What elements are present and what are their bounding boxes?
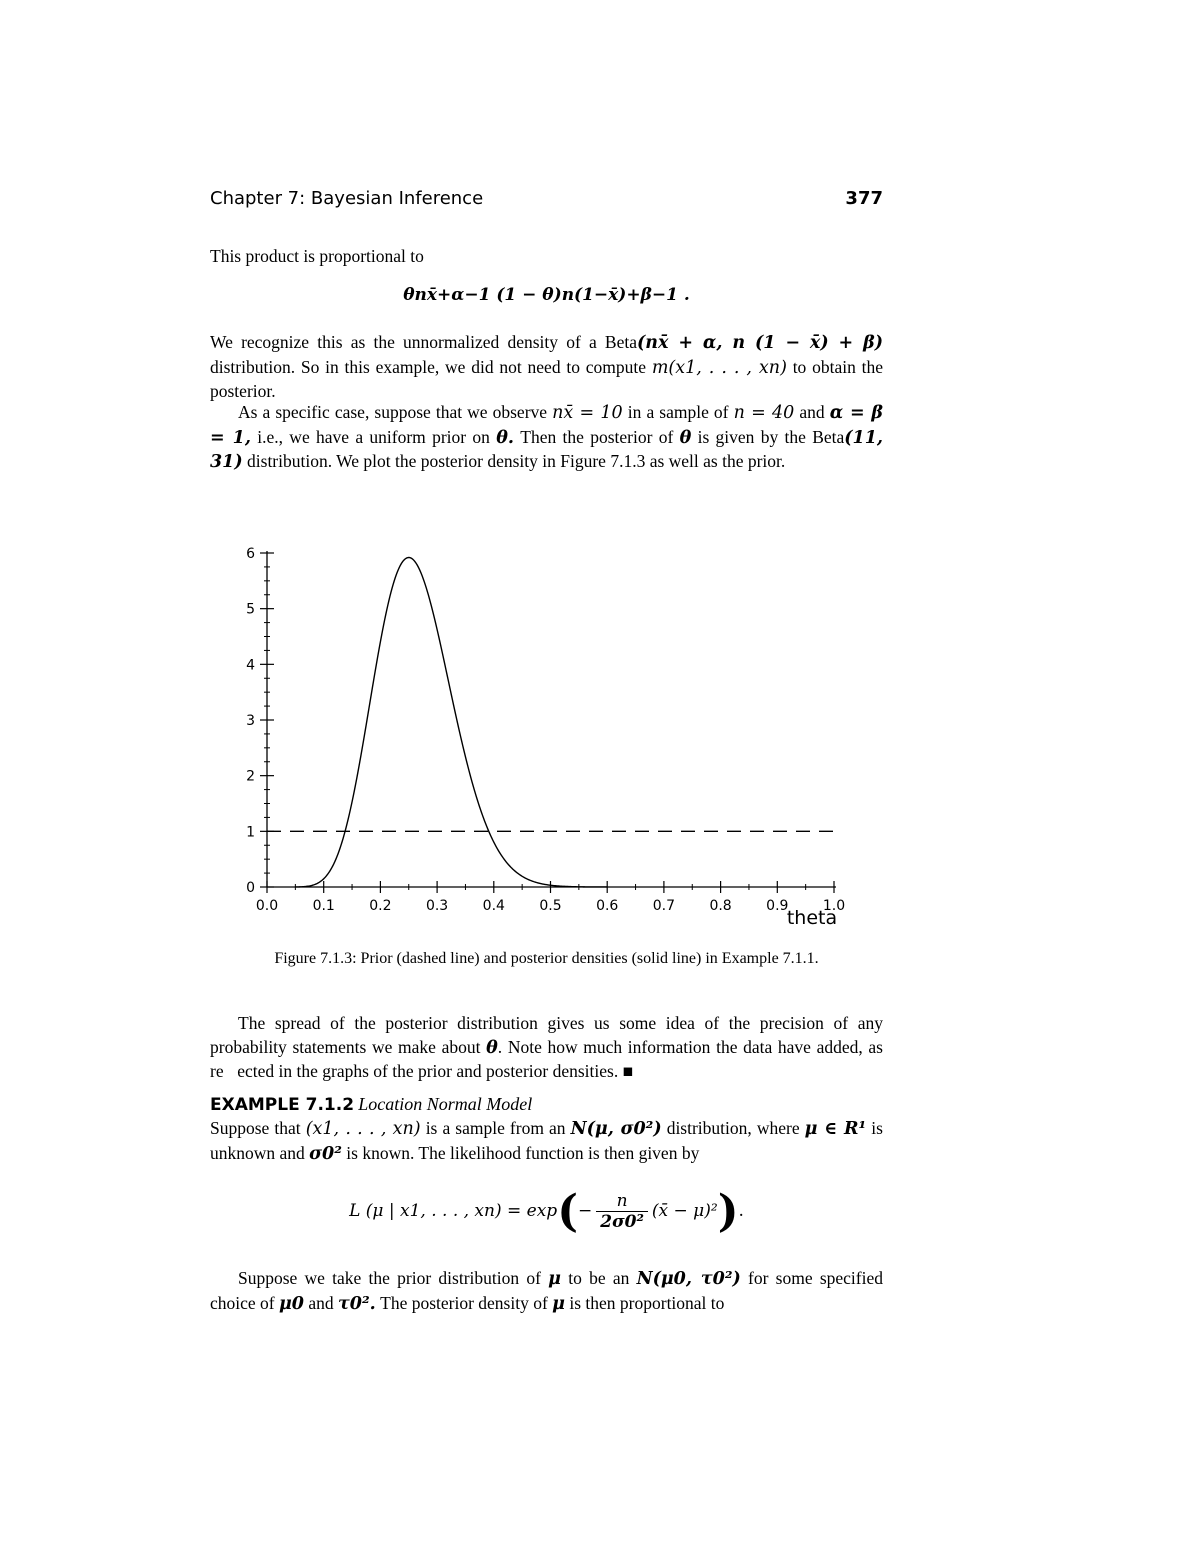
p3-math-alpha-beta: α = β = 1, bbox=[210, 403, 884, 448]
example-title: Location Normal Model bbox=[358, 1094, 533, 1114]
paragraph-intro: This product is proportional to bbox=[210, 246, 424, 266]
p6-text-a: Suppose we take the prior distribution of bbox=[238, 1268, 549, 1288]
p2-math-beta: (nx̄ + α, n (1 − x̄) + β) bbox=[636, 333, 883, 353]
y-tick-label: 0 bbox=[246, 880, 255, 896]
eq2-fraction bbox=[596, 1191, 648, 1232]
chart-axes bbox=[267, 551, 836, 887]
y-tick-label: 5 bbox=[246, 601, 255, 618]
x-tick-label: 0.0 bbox=[255, 898, 279, 914]
paragraph-prior-normal bbox=[210, 1267, 883, 1316]
y-tick-label: 4 bbox=[246, 657, 255, 674]
x-tick-label: 0.5 bbox=[539, 898, 562, 914]
p3-math-nx: nx̄ = 10 bbox=[552, 403, 623, 423]
p6-math-mu2: μ bbox=[552, 1293, 565, 1314]
p5-text-i: is known. The likelihood function is then given by bbox=[341, 1142, 700, 1163]
p5-text-g: is unknown and bbox=[210, 1118, 883, 1163]
p3-text-c: in a sample of bbox=[622, 402, 734, 422]
p6-text-i: The posterior density of bbox=[375, 1292, 553, 1313]
p2-math-m: m(x1, . . . , xn) bbox=[651, 357, 787, 378]
posterior-solid-line bbox=[295, 558, 607, 887]
chart-ticks bbox=[246, 546, 845, 914]
p6-math-prior: N(μ0, τ0²) bbox=[636, 1269, 741, 1289]
x-tick-label: 0.6 bbox=[596, 898, 619, 914]
chapter-title: Chapter 7: Bayesian Inference bbox=[210, 188, 484, 209]
x-tick-label: 0.3 bbox=[425, 898, 449, 914]
p3-math-beta-params: (11, 31) bbox=[210, 427, 884, 472]
p4-text-c: . Note how much information the data have added, as re ected in the graphs of the prior and posterior densities. bbox=[210, 1036, 883, 1081]
x-tick-label: 0.8 bbox=[709, 898, 732, 914]
eq2-rest: (x̄ − μ)² bbox=[651, 1201, 718, 1221]
equation-posterior-kernel bbox=[210, 285, 883, 305]
eq2-close-paren: ) bbox=[717, 1186, 739, 1237]
x-tick-label: 0.1 bbox=[312, 898, 335, 914]
p5-math-sigma: σ0² bbox=[309, 1143, 342, 1164]
y-tick-label: 2 bbox=[246, 768, 255, 785]
p3-math-n: n = 40 bbox=[733, 403, 795, 423]
p5-math-sample: (x1, . . . , xn) bbox=[305, 1119, 421, 1139]
figure-caption: Figure 7.1.3: Prior (dashed line) and posterior densities (solid line) in Example 7.1.1. bbox=[274, 950, 819, 967]
x-axis-label: theta bbox=[786, 907, 838, 929]
eq2-lhs: L (μ | x1, . . . , xn) = exp bbox=[349, 1201, 558, 1221]
equation-likelihood: L (μ | x1, . . . , xn) = exp(− $\frac{n}{\text{2σ0²}}$ (x̄ − μ)²). bbox=[349, 1186, 744, 1237]
p6-math-mu: μ bbox=[548, 1269, 561, 1289]
x-tick-label: 0.4 bbox=[482, 898, 505, 914]
example-heading bbox=[210, 1094, 532, 1115]
y-tick-label: 3 bbox=[246, 713, 255, 729]
p6-math-tau0: τ0². bbox=[338, 1293, 376, 1314]
x-tick-label: 1.0 bbox=[822, 898, 846, 914]
eq2-open-paren: ( bbox=[557, 1186, 579, 1237]
paragraph-beta-recognition bbox=[210, 331, 883, 404]
p4-math-theta: θ bbox=[486, 1037, 498, 1058]
p6-text-e: for some specified choice of bbox=[210, 1268, 883, 1313]
page-number: 377 bbox=[845, 188, 883, 209]
p6-text-g: and bbox=[304, 1292, 339, 1313]
p3-text-e: and bbox=[794, 402, 830, 422]
p3-math-theta2: θ bbox=[679, 427, 692, 448]
p2-text-a: We recognize this as the unnormalized density of a Beta bbox=[210, 332, 637, 352]
p3-text-k: is given by the Beta bbox=[691, 426, 845, 447]
x-tick-label: 0.9 bbox=[766, 898, 789, 914]
p3-text-i: Then the posterior of bbox=[513, 426, 680, 447]
paragraph-location-normal bbox=[210, 1117, 883, 1166]
p5-math-normal: N(μ, σ0²) bbox=[570, 1119, 662, 1139]
p3-text-m: distribution. We plot the posterior density in Figure 7.1.3 as well as the prior. bbox=[242, 451, 786, 471]
example-label: EXAMPLE 7.1.2 bbox=[210, 1095, 355, 1115]
p2-text-c: distribution. So in this example, we did not need to compute bbox=[210, 356, 652, 377]
eq2-numerator: n bbox=[596, 1191, 648, 1212]
p3-math-theta: θ. bbox=[496, 427, 514, 448]
x-tick-label: 0.2 bbox=[369, 898, 392, 914]
p3-text-g: i.e., we have a uniform prior on bbox=[250, 426, 497, 447]
p2-text-e: to obtain the posterior. bbox=[210, 356, 884, 401]
p5-text-c: is a sample from an bbox=[420, 1118, 571, 1138]
y-tick-label: 6 bbox=[246, 546, 255, 562]
eq1-text: θnx̄+α−1 (1 − θ)n(1−x̄)+β−1 . bbox=[403, 285, 690, 305]
p5-text-a: Suppose that bbox=[210, 1118, 306, 1138]
p6-text-k: is then proportional to bbox=[564, 1292, 725, 1313]
running-header bbox=[210, 188, 883, 216]
x-tick-label: 0.7 bbox=[652, 898, 676, 914]
p3-text-a: As a specific case, suppose that we observe bbox=[238, 402, 553, 422]
paragraph-spread bbox=[210, 1012, 883, 1084]
paragraph-specific-case bbox=[210, 401, 883, 475]
y-tick-label: 1 bbox=[246, 824, 255, 841]
end-of-example-icon: ■ bbox=[622, 1061, 634, 1081]
p6-text-c: to be an bbox=[560, 1268, 637, 1288]
p4-text-a: The spread of the posterior distribution gives us some idea of the precision of any probability statements we make about bbox=[210, 1013, 883, 1057]
p5-math-mu-in-r: μ ∈ R¹ bbox=[804, 1119, 867, 1139]
p5-text-e: distribution, where bbox=[661, 1118, 805, 1138]
chart-series bbox=[267, 558, 834, 887]
p6-math-mu0: μ0 bbox=[279, 1293, 304, 1314]
eq2-denominator: 2σ0² bbox=[600, 1212, 644, 1232]
